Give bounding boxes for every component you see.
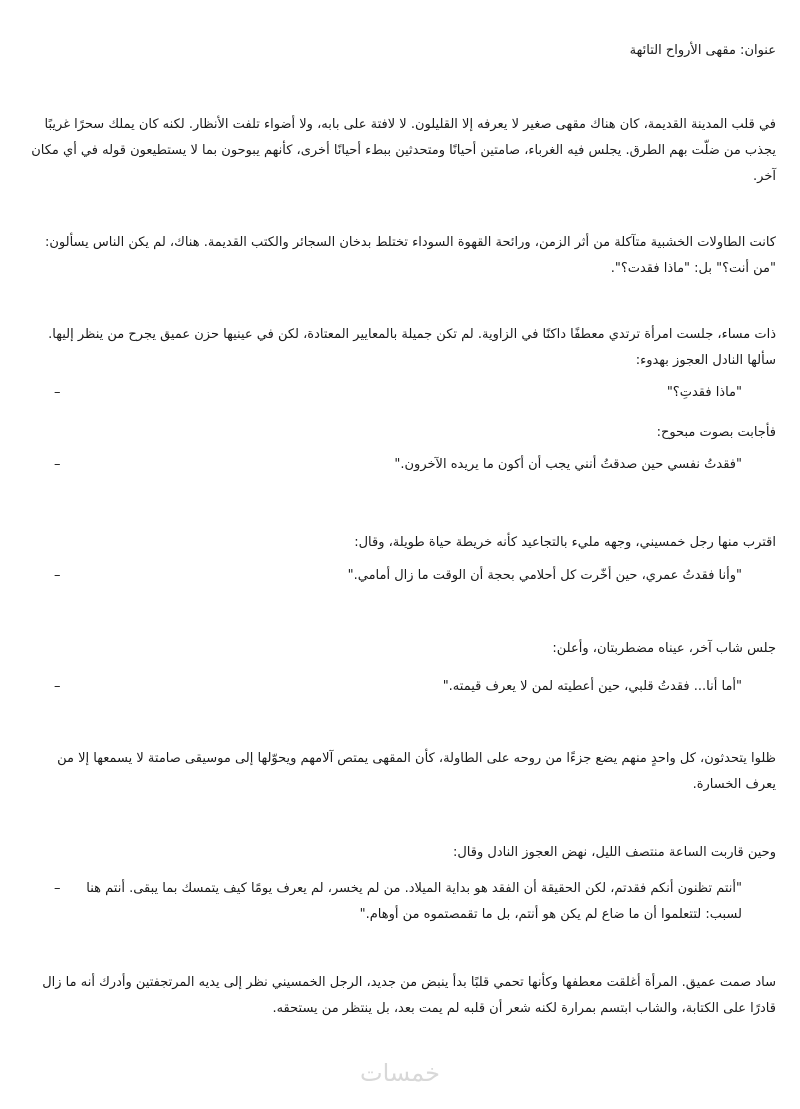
story-title: عنوان: مقهى الأرواح التائهة bbox=[629, 43, 776, 58]
dialogue-dash: – bbox=[54, 679, 61, 694]
dialogue-text: "ماذا فقدتِ؟" bbox=[666, 385, 742, 400]
dialogue-line-young-man bbox=[24, 674, 776, 700]
watermark-logo: خمسات bbox=[359, 1059, 441, 1087]
document-page bbox=[24, 0, 776, 1109]
paragraph-woman: ذات مساء، جلست امرأة ترتدي معطفًا داكنًا في الزاوية. لم تكن جميلة بالمعايير المعتادة، لكن في عينيها حزن عميق يجرح من ينظر إليها. سألها النادل العجوز بهدوء: bbox=[48, 327, 776, 368]
paragraph-intro: في قلب المدينة القديمة، كان هناك مقهى صغير لا يعرفه إلا القليلون. لا لافتة على بابه، ولا أضواء تلفت الأنظار. لكنه كان يملك سحرًا غريبًا يجذب من ضلّت بهم الطرق. يجلس فيه الغرباء، صامتين أحيانًا ومتحدثين ببطء أحيانًا أخرى، كأنهم يبوحون بما لا يستطيعون قوله في أي مكان آخر. bbox=[31, 117, 776, 184]
paragraph-waiter-rises: وحين قاربت الساعة منتصف الليل، نهض العجوز النادل وقال: bbox=[452, 845, 776, 860]
dialogue-text: "أنتم تظنون أنكم فقدتم، لكن الحقيقة أن الفقد هو بداية الميلاد. من لم يخسر، لم يعرف يومًا كيف يتمسك بما يبقى. أنتم هنا لسبب: لتتعلموا أن ما ضاع لم يكن هو أنتم، بل ما تقمصتموه من أوهام." bbox=[86, 881, 742, 922]
dialogue-dash: – bbox=[54, 568, 61, 583]
paragraph-old-man: اقترب منها رجل خمسيني، وجهه مليء بالتجاعيد كأنه خريطة حياة طويلة، وقال: bbox=[354, 535, 776, 550]
dialogue-line-waiter bbox=[24, 876, 776, 928]
dialogue-text: "وأنا فقدتُ عمري، حين أخّرت كل أحلامي بحجة أن الوقت ما زال أمامي." bbox=[347, 568, 742, 583]
dialogue-text: "فقدتُ نفسي حين صدقتُ أنني يجب أن أكون ما يريده الآخرون." bbox=[394, 457, 742, 472]
paragraph-cafe-description: كانت الطاولات الخشبية متآكلة من أثر الزمن، ورائحة القهوة السوداء تختلط بدخان السجائر والكتب القديمة. هناك، لم يكن الناس يسألون: "من أنت؟" بل: "ماذا فقدت؟". bbox=[44, 235, 776, 276]
paragraph-conversation: ظلوا يتحدثون، كل واحدٍ منهم يضع جزءًا من روحه على الطاولة، كأن المقهى يمتص آلامهم ويحوّلها إلى موسيقى صامتة لا يسمعها إلا من يعرف الخسارة. bbox=[57, 751, 776, 792]
dialogue-text: "أما أنا... فقدتُ قلبي، حين أعطيته لمن لا يعرف قيمته." bbox=[442, 679, 742, 694]
dialogue-dash: – bbox=[54, 457, 61, 472]
dialogue-dash: – bbox=[54, 881, 61, 896]
paragraph-woman-reply-intro: فأجابت بصوت مبحوح: bbox=[656, 425, 776, 440]
dialogue-dash: – bbox=[54, 385, 61, 400]
paragraph-young-man: جلس شاب آخر، عيناه مضطربتان، وأعلن: bbox=[552, 641, 776, 656]
paragraph-ending: ساد صمت عميق. المرأة أغلقت معطفها وكأنها تحمي قلبًا بدأ ينبض من جديد، الرجل الخمسيني نظر إلى يديه المرتجفتين وأدرك أنه ما زال قادرًا على الكتابة، والشاب ابتسم بمرارة لكنه شعر أن قلبه لم يمت بعد، بل ينتظر من يستحقه. bbox=[42, 975, 776, 1016]
dialogue-line-question bbox=[24, 380, 776, 406]
dialogue-line-old-man bbox=[24, 563, 776, 589]
dialogue-line-woman bbox=[24, 452, 776, 478]
